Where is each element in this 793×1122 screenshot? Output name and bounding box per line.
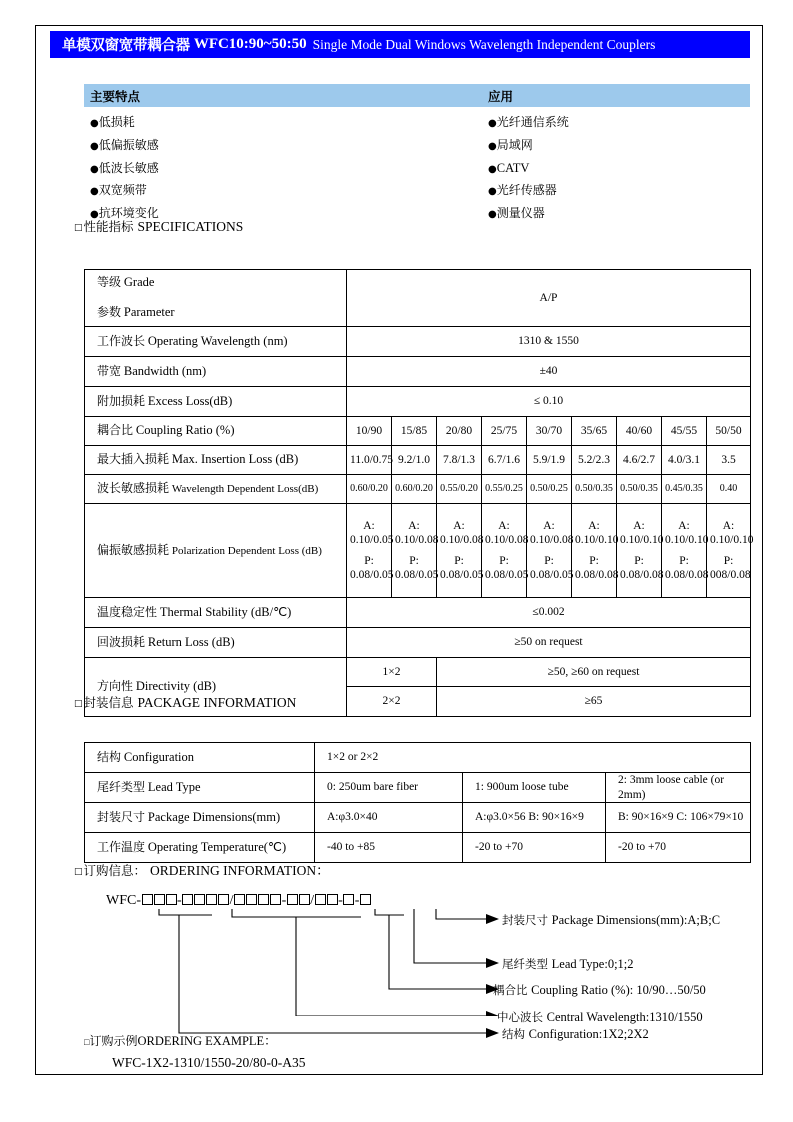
ordering-code-diagram bbox=[84, 871, 750, 1024]
cell-insertion-loss: 4.0/3.1 bbox=[662, 446, 707, 475]
cell-pdl bbox=[482, 504, 527, 598]
ordering-example-caption bbox=[84, 1031, 305, 1049]
feature-item bbox=[84, 180, 482, 203]
pdl-a-prefix: A: bbox=[498, 519, 510, 532]
bullet-icon: ● bbox=[488, 140, 497, 152]
applications-list bbox=[482, 112, 742, 226]
cell-insertion-loss: 7.8/1.3 bbox=[437, 446, 482, 475]
cell-pdl bbox=[572, 504, 617, 598]
row-label-en: Max. Insertion Loss (dB) bbox=[171, 452, 299, 467]
datasheet-page bbox=[35, 25, 763, 1075]
row-label-en: Package Dimensions(mm) bbox=[147, 809, 281, 824]
cell-coupling-ratio: 50/50 bbox=[707, 417, 751, 446]
cell-directivity-value: ≥50, ≥60 on request bbox=[437, 658, 751, 687]
row-label-en: Excess Loss(dB) bbox=[147, 393, 233, 408]
cell-label-wdl bbox=[85, 475, 347, 504]
feature-item bbox=[84, 158, 482, 181]
cell-lead-type-value: 1: 900um loose tube bbox=[463, 773, 606, 803]
feature-item bbox=[84, 135, 482, 158]
row-label-cn: 工作波长 bbox=[97, 333, 146, 348]
cell-label-configuration bbox=[85, 743, 315, 773]
cell-insertion-loss: 5.2/2.3 bbox=[572, 446, 617, 475]
cell-package-dimensions-value: A:φ3.0×40 bbox=[315, 803, 463, 833]
cell-value-thermal-stability: ≤0.002 bbox=[347, 598, 751, 628]
cell-wdl: 0.60/0.20 bbox=[347, 475, 392, 504]
cell-wdl: 0.50/0.35 bbox=[572, 475, 617, 504]
cell-insertion-loss: 11.0/0.75 bbox=[347, 446, 392, 475]
pdl-p-value: 0.08/0.08 bbox=[575, 568, 619, 581]
code-sep: / bbox=[229, 893, 234, 908]
pdl-a-prefix: A: bbox=[543, 519, 555, 532]
caption-cn: 性能指标 bbox=[83, 219, 134, 234]
specifications-section-caption bbox=[74, 217, 243, 235]
table-row-operating-temperature bbox=[85, 833, 751, 863]
row-label-en: Polarization Dependent Loss (dB) bbox=[171, 544, 322, 557]
code-sep: / bbox=[310, 893, 315, 908]
row-label-en: Operating Wavelength (nm) bbox=[147, 333, 288, 348]
cell-pdl bbox=[437, 504, 482, 598]
cell-label-thermal-stability bbox=[85, 598, 347, 628]
callout-cn: 尾纤类型 bbox=[502, 957, 548, 971]
bullet-icon: ● bbox=[90, 209, 99, 221]
cell-wdl: 0.55/0.25 bbox=[482, 475, 527, 504]
cell-grade-parameter bbox=[85, 270, 347, 327]
feature-item bbox=[84, 112, 482, 135]
cell-directivity-value: ≥65 bbox=[437, 687, 751, 717]
bullet-icon: ● bbox=[488, 118, 497, 129]
square-marker-icon: □ bbox=[84, 1037, 90, 1047]
table-row-bandwidth bbox=[85, 357, 751, 387]
table-row-directivity-1x2 bbox=[85, 658, 751, 687]
pdl-p-value: 0.08/0.08 bbox=[620, 568, 664, 581]
features-heading: 主要特点 bbox=[90, 88, 141, 104]
bullet-icon: ● bbox=[90, 163, 99, 175]
pdl-p-prefix: P: bbox=[589, 554, 599, 567]
cell-label-package-dimensions bbox=[85, 803, 315, 833]
cell-insertion-loss: 5.9/1.9 bbox=[527, 446, 572, 475]
pdl-a-prefix: A: bbox=[453, 519, 465, 532]
application-label: 光纤传感器 bbox=[496, 183, 557, 198]
product-title-bar bbox=[50, 31, 750, 58]
row-label-cn: 波长敏感损耗 bbox=[97, 481, 170, 496]
cell-label-excess-loss bbox=[85, 387, 347, 417]
cell-label-insertion-loss bbox=[85, 446, 347, 475]
cell-coupling-ratio: 10/90 bbox=[347, 417, 392, 446]
bullet-icon: ● bbox=[90, 140, 99, 152]
row-label-cn: 附加损耗 bbox=[97, 393, 146, 408]
callout-en: Lead Type:0;1;2 bbox=[551, 957, 634, 971]
feature-label: 低损耗 bbox=[98, 115, 135, 129]
bullet-icon: ● bbox=[90, 118, 99, 129]
cell-label-bandwidth bbox=[85, 357, 347, 387]
row-label-cn: 结构 bbox=[97, 749, 122, 764]
cell-wdl: 0.50/0.35 bbox=[617, 475, 662, 504]
table-row-operating-wavelength bbox=[85, 327, 751, 357]
pdl-a-value: 0.10/0.05 bbox=[350, 534, 394, 547]
row-label-cn: 带宽 bbox=[97, 363, 122, 378]
square-marker-icon: □ bbox=[74, 223, 83, 233]
table-row-package-dimensions bbox=[85, 803, 751, 833]
application-label: 光纤通信系统 bbox=[496, 115, 569, 129]
grade-label-en: Grade bbox=[123, 275, 155, 290]
application-item bbox=[482, 158, 742, 181]
pdl-p-value: 0.08/0.05 bbox=[350, 568, 394, 581]
cell-lead-type-value: 0: 250um bare fiber bbox=[315, 773, 463, 803]
feature-label: 抗环境变化 bbox=[98, 206, 159, 221]
arrow-head bbox=[486, 1028, 499, 1038]
cell-coupling-ratio: 35/65 bbox=[572, 417, 617, 446]
ordering-example-value: WFC-1X2-1310/1550-20/80-0-A35 bbox=[112, 1055, 306, 1070]
application-label: CATV bbox=[496, 160, 530, 175]
row-label-en: Coupling Ratio (%) bbox=[135, 423, 235, 438]
cell-pdl bbox=[662, 504, 707, 598]
callout-cn: 耦合比 bbox=[493, 983, 528, 997]
features-list bbox=[84, 112, 482, 226]
cell-value-return-loss: ≥50 on request bbox=[347, 628, 751, 658]
cell-label-return-loss bbox=[85, 628, 347, 658]
cell-coupling-ratio: 25/75 bbox=[482, 417, 527, 446]
specifications-table bbox=[84, 269, 754, 717]
cell-value-operating-wavelength: 1310 & 1550 bbox=[347, 327, 751, 357]
product-title-cn: 单模双窗宽带耦合器 bbox=[62, 38, 190, 54]
cell-operating-temperature-value: -40 to +85 bbox=[315, 833, 463, 863]
arrow-head bbox=[486, 958, 499, 968]
cell-directivity-config: 2×2 bbox=[347, 687, 437, 717]
cell-pdl bbox=[617, 504, 662, 598]
pdl-a-value: 0.10/0.10 bbox=[710, 534, 754, 547]
row-label-cn: 工作温度 bbox=[97, 839, 146, 854]
code-prefix: WFC- bbox=[106, 893, 141, 908]
cell-label-coupling-ratio bbox=[85, 417, 347, 446]
product-model: WFC10:90~50:50 bbox=[193, 36, 307, 52]
table-row-lead-type bbox=[85, 773, 751, 803]
row-label-cn: 最大插入损耗 bbox=[97, 452, 170, 467]
application-item bbox=[482, 135, 742, 158]
parameter-label-en: Parameter bbox=[123, 305, 175, 319]
pdl-a-value: 0.10/0.08 bbox=[530, 534, 574, 547]
pdl-p-prefix: P: bbox=[544, 554, 554, 567]
callout-lead-type bbox=[502, 956, 634, 972]
cell-insertion-loss: 9.2/1.0 bbox=[392, 446, 437, 475]
applications-heading: 应用 bbox=[488, 88, 514, 104]
cell-wdl: 0.50/0.25 bbox=[527, 475, 572, 504]
callout-en: Coupling Ratio (%): 10/90…50/50 bbox=[531, 983, 706, 997]
code-sep: - bbox=[354, 893, 360, 908]
pdl-p-value: 008/0.08 bbox=[710, 568, 751, 581]
callout-coupling-ratio bbox=[493, 982, 706, 998]
cell-wdl: 0.45/0.35 bbox=[662, 475, 707, 504]
cell-operating-temperature-value: -20 to +70 bbox=[463, 833, 606, 863]
cell-wdl: 0.55/0.20 bbox=[437, 475, 482, 504]
pdl-a-prefix: A: bbox=[588, 519, 600, 532]
cell-configuration-value: 1×2 or 2×2 bbox=[315, 743, 751, 773]
cell-label-pdl bbox=[85, 504, 347, 598]
package-information-table bbox=[84, 742, 751, 863]
pdl-a-prefix: A: bbox=[408, 519, 420, 532]
callout-configuration bbox=[502, 1026, 649, 1042]
caption-cn: 封装信息 bbox=[83, 695, 134, 710]
callout-package-dimensions bbox=[502, 912, 720, 928]
cell-coupling-ratio: 20/80 bbox=[437, 417, 482, 446]
callout-en: Configuration:1X2;2X2 bbox=[528, 1027, 649, 1041]
code-sep: - bbox=[338, 893, 343, 908]
cell-directivity-config: 1×2 bbox=[347, 658, 437, 687]
table-row-return-loss bbox=[85, 628, 751, 658]
cell-lead-type-value: 2: 3mm loose cable (or 2mm) bbox=[606, 773, 751, 803]
application-label: 局域网 bbox=[496, 137, 533, 152]
cell-insertion-loss: 3.5 bbox=[707, 446, 751, 475]
row-label-en: Thermal Stability (dB/℃) bbox=[159, 604, 292, 619]
pdl-a-prefix: A: bbox=[678, 519, 690, 532]
cell-operating-temperature-value: -20 to +70 bbox=[606, 833, 751, 863]
bullet-icon: ● bbox=[488, 186, 497, 198]
table-row-coupling-ratio bbox=[85, 417, 751, 446]
pdl-p-prefix: P: bbox=[679, 554, 689, 567]
bullet-icon: ● bbox=[488, 209, 497, 221]
cell-pdl bbox=[527, 504, 572, 598]
bullet-icon: ● bbox=[90, 186, 99, 198]
pdl-a-value: 0.10/0.10 bbox=[665, 534, 709, 547]
row-label-en: Wavelength Dependent Loss(dB) bbox=[171, 483, 319, 496]
cell-wdl: 0.60/0.20 bbox=[392, 475, 437, 504]
application-label: 测量仪器 bbox=[496, 206, 545, 221]
feature-label: 低偏振敏感 bbox=[98, 137, 159, 152]
cell-wdl: 0.40 bbox=[707, 475, 751, 504]
cell-coupling-ratio: 15/85 bbox=[392, 417, 437, 446]
cell-pdl bbox=[707, 504, 754, 598]
product-title-en: Single Mode Dual Windows Wavelength Independent Couplers bbox=[312, 36, 656, 52]
cell-package-dimensions-value: A:φ3.0×56 B: 90×16×9 bbox=[463, 803, 606, 833]
pdl-p-value: 0.08/0.05 bbox=[395, 568, 439, 581]
cell-value-excess-loss: ≤ 0.10 bbox=[347, 387, 751, 417]
row-label-en: Return Loss (dB) bbox=[147, 634, 235, 649]
table-row-wavelength-dependent-loss bbox=[85, 475, 751, 504]
features-applications-heading-band bbox=[84, 84, 750, 107]
pdl-p-value: 0.08/0.08 bbox=[665, 568, 709, 581]
row-label-en: Lead Type bbox=[147, 779, 201, 794]
bullet-icon: ● bbox=[488, 163, 497, 175]
callout-en: Central Wavelength:1310/1550 bbox=[546, 1010, 703, 1024]
code-sep: - bbox=[177, 893, 182, 908]
package-section-caption bbox=[74, 693, 296, 711]
row-label-cn: 回波损耗 bbox=[97, 634, 146, 649]
row-label-cn: 偏振敏感损耗 bbox=[97, 542, 170, 557]
caption-en: SPECIFICATIONS bbox=[137, 219, 244, 234]
application-item bbox=[482, 112, 742, 135]
application-item bbox=[482, 203, 742, 226]
table-row-insertion-loss bbox=[85, 446, 751, 475]
arrow-head bbox=[486, 914, 499, 924]
table-row-grade-parameter bbox=[85, 270, 751, 327]
row-label-cn: 封装尺寸 bbox=[97, 809, 146, 824]
cell-coupling-ratio: 40/60 bbox=[617, 417, 662, 446]
pdl-a-value: 0.10/0.10 bbox=[575, 534, 619, 547]
pdl-p-prefix: P: bbox=[723, 554, 734, 567]
pdl-a-prefix: A: bbox=[722, 519, 735, 532]
cell-coupling-ratio: 45/55 bbox=[662, 417, 707, 446]
row-label-en: Directivity (dB) bbox=[135, 679, 217, 694]
cell-label-lead-type bbox=[85, 773, 315, 803]
caption-cn: 订购信息： bbox=[83, 863, 147, 878]
feature-label: 双宽频带 bbox=[98, 183, 147, 198]
caption-cn: 订购示例 bbox=[89, 1034, 138, 1048]
row-label-cn: 耦合比 bbox=[97, 423, 134, 438]
pdl-p-value: 0.08/0.05 bbox=[530, 568, 574, 581]
pdl-p-value: 0.08/0.05 bbox=[440, 568, 484, 581]
features-applications-body bbox=[84, 112, 750, 226]
application-item bbox=[482, 180, 742, 203]
square-marker-icon: □ bbox=[74, 699, 83, 709]
pdl-a-value: 0.10/0.08 bbox=[485, 534, 529, 547]
row-label-en: Bandwidth (nm) bbox=[123, 363, 207, 378]
table-row-configuration bbox=[85, 743, 751, 773]
table-row-polarization-dependent-loss bbox=[85, 504, 751, 598]
table-row-excess-loss bbox=[85, 387, 751, 417]
cell-grade-value: A/P bbox=[347, 270, 751, 327]
cell-pdl bbox=[392, 504, 437, 598]
callout-cn: 封装尺寸 bbox=[502, 913, 548, 927]
caption-en: PACKAGE INFORMATION bbox=[137, 695, 297, 710]
row-label-cn: 方向性 bbox=[97, 679, 134, 694]
caption-en: ORDERING INFORMATION： bbox=[150, 863, 330, 878]
cell-package-dimensions-value: B: 90×16×9 C: 106×79×10 bbox=[606, 803, 751, 833]
feature-label: 低波长敏感 bbox=[98, 160, 159, 175]
cell-coupling-ratio: 30/70 bbox=[527, 417, 572, 446]
cell-label-operating-temperature bbox=[85, 833, 315, 863]
row-label-en: Configuration bbox=[123, 749, 195, 764]
row-label-en: Operating Temperature(℃) bbox=[147, 839, 287, 854]
ordering-example bbox=[84, 1031, 305, 1071]
row-label-cn: 尾纤类型 bbox=[97, 779, 146, 794]
cell-insertion-loss: 4.6/2.7 bbox=[617, 446, 662, 475]
row-label-cn: 温度稳定性 bbox=[97, 604, 158, 619]
pdl-a-value: 0.10/0.08 bbox=[395, 534, 439, 547]
grade-label-cn: 等级 bbox=[97, 275, 122, 290]
cell-pdl bbox=[347, 504, 392, 598]
pdl-a-prefix: A: bbox=[363, 519, 375, 532]
pdl-a-value: 0.10/0.08 bbox=[440, 534, 484, 547]
cell-insertion-loss: 6.7/1.6 bbox=[482, 446, 527, 475]
pdl-a-prefix: A: bbox=[633, 519, 645, 532]
pdl-p-prefix: P: bbox=[409, 554, 419, 567]
cell-label-operating-wavelength bbox=[85, 327, 347, 357]
pdl-a-value: 0.10/0.10 bbox=[620, 534, 664, 547]
table-row-thermal-stability bbox=[85, 598, 751, 628]
parameter-label-cn: 参数 bbox=[97, 305, 122, 319]
code-sep: - bbox=[281, 893, 287, 908]
pdl-p-value: 0.08/0.05 bbox=[485, 568, 529, 581]
cell-value-bandwidth: ±40 bbox=[347, 357, 751, 387]
pdl-p-prefix: P: bbox=[499, 554, 509, 567]
pdl-p-prefix: P: bbox=[454, 554, 464, 567]
pdl-p-prefix: P: bbox=[364, 554, 374, 567]
callout-cn: 结构 bbox=[502, 1027, 525, 1041]
square-marker-icon: □ bbox=[74, 867, 83, 877]
caption-en: ORDERING EXAMPLE： bbox=[137, 1034, 277, 1048]
pdl-p-prefix: P: bbox=[634, 554, 644, 567]
callout-cn: 中心波长 bbox=[497, 1010, 543, 1024]
callout-en: Package Dimensions(mm):A;B;C bbox=[551, 913, 721, 927]
